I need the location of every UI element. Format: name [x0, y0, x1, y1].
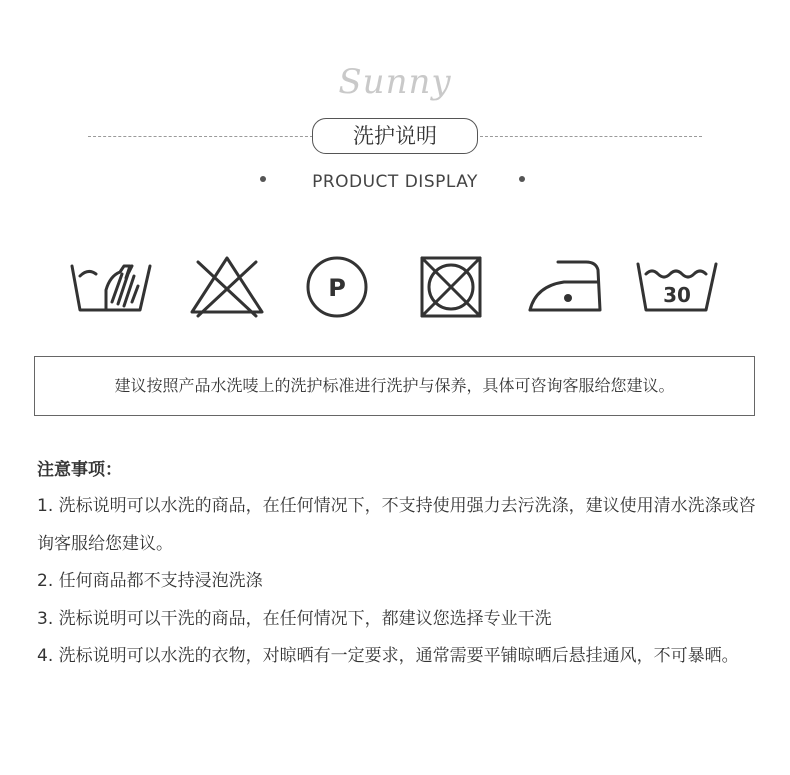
dry-clean-p-icon	[292, 252, 382, 322]
brand-logo-text: Sunny	[338, 62, 452, 102]
machine-wash-30-icon	[632, 252, 722, 322]
bullet-right	[519, 176, 525, 182]
dry-clean-label: P	[328, 274, 346, 302]
note-item: 4. 洗标说明可以水洗的衣物，对晾晒有一定要求，通常需要平铺晾晒后悬挂通风，不可暴晒。	[37, 646, 739, 666]
notes-list	[37, 488, 757, 676]
note-item: 3. 洗标说明可以干洗的商品，在任何情况下，都建议您选择专业干洗	[37, 608, 552, 629]
iron-low-heat-icon	[522, 252, 612, 322]
hand-wash-icon	[66, 252, 156, 322]
note-item: 2. 任何商品都不支持浸泡洗涤	[37, 571, 263, 591]
do-not-tumble-dry-icon	[406, 252, 496, 322]
care-icons-row	[0, 252, 790, 322]
wash-temperature-label: 30	[663, 283, 691, 307]
section-title: 洗护说明	[312, 118, 478, 154]
title-divider-left	[88, 136, 313, 137]
notes-heading: 注意事项：	[37, 460, 122, 480]
title-divider-right	[480, 136, 702, 137]
section-subtitle: PRODUCT DISPLAY	[312, 172, 478, 192]
care-notice-box: 建议按照产品水洗唛上的洗护标准进行洗护与保养，具体可咨询客服给您建议。	[34, 356, 755, 416]
note-item: 1. 洗标说明可以水洗的商品，在任何情况下，不支持使用强力去污洗涤，建议使用清水洗涤或咨询客服给您建议。	[37, 496, 756, 554]
do-not-bleach-icon	[182, 252, 272, 322]
